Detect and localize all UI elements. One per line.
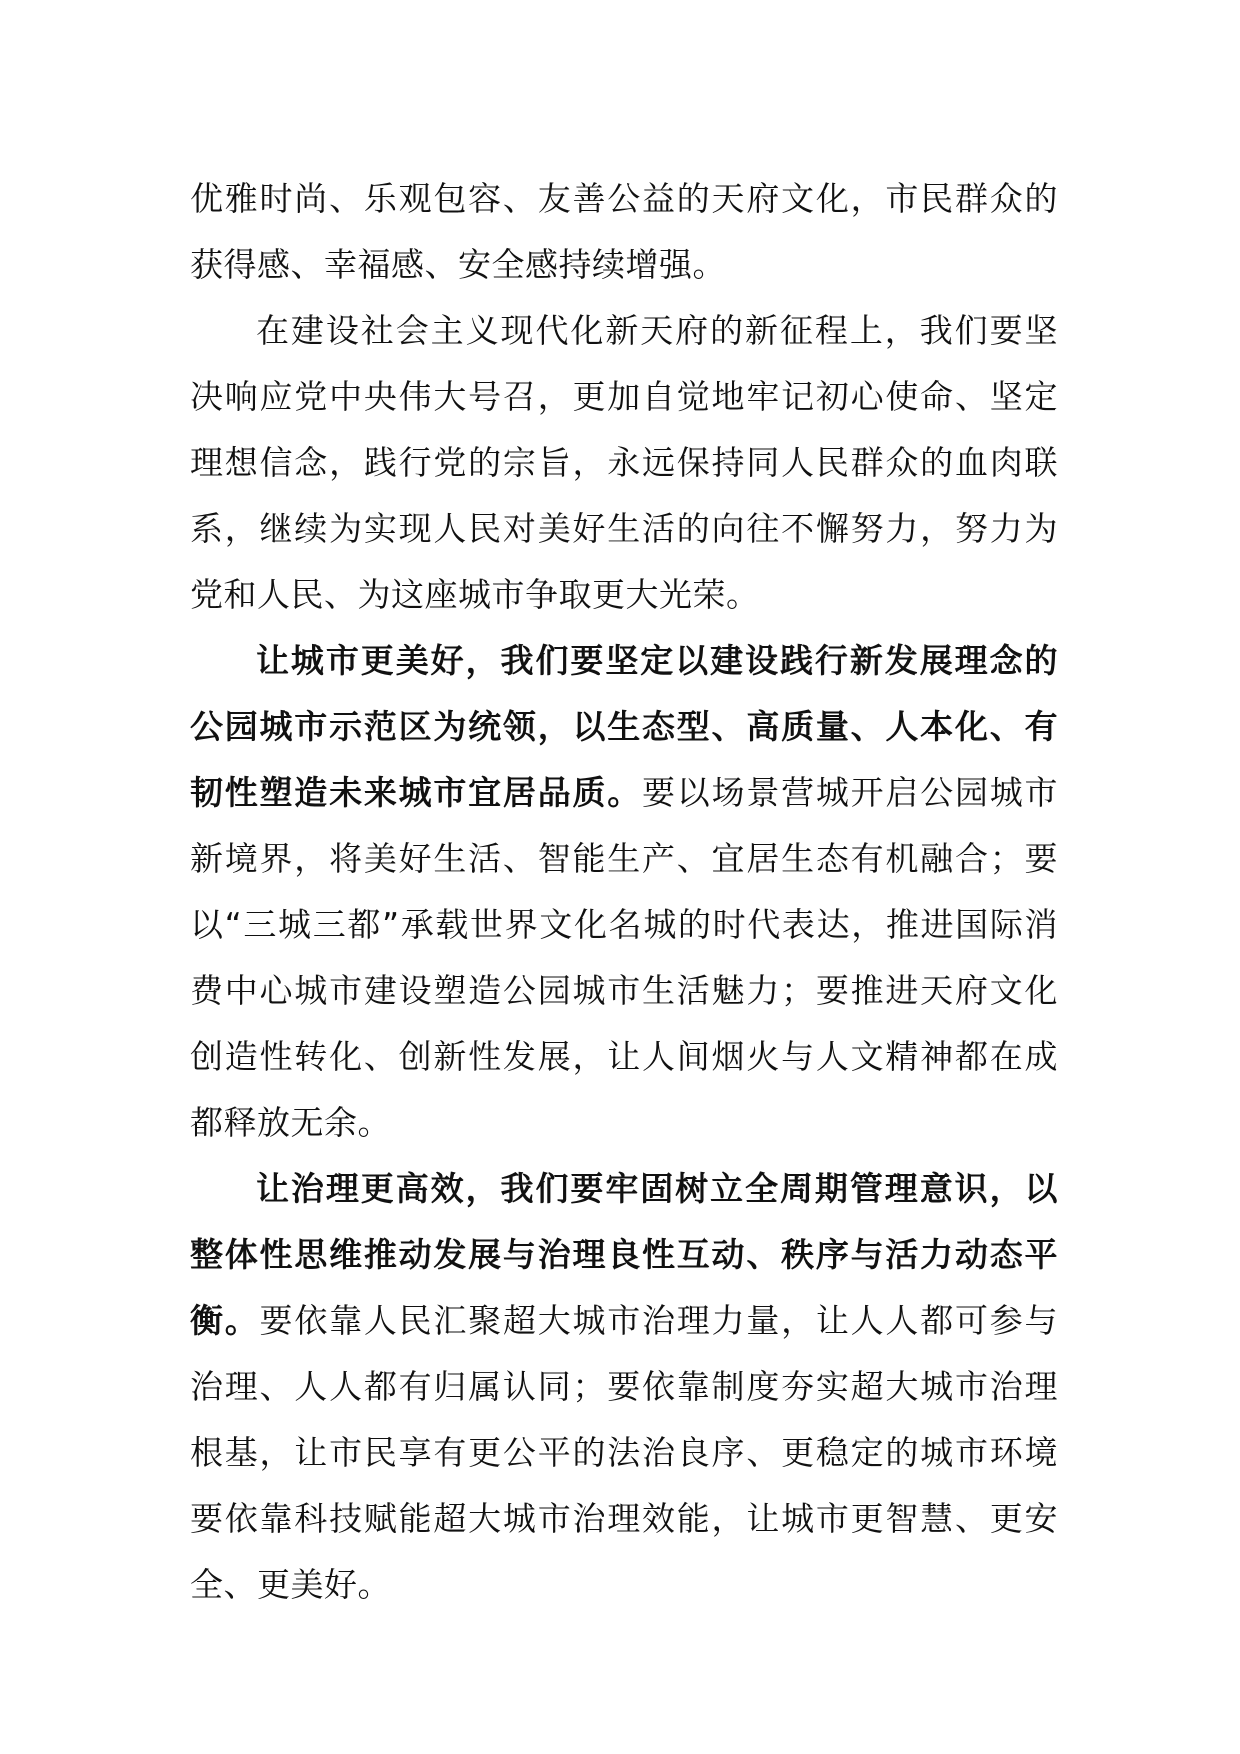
paragraph-efficient-governance bbox=[190, 1156, 1058, 1618]
paragraph-continuation bbox=[190, 166, 1058, 298]
paragraph-lead-bold: 让城市更美好，我们要坚定以建设践行新发展理念的公园城市示范区为统领，以生态型、高质量、人本化、有韧性塑造未来城市宜居品质。 bbox=[190, 641, 1058, 812]
paragraph-new-journey bbox=[190, 298, 1058, 628]
paragraph-text: 要依靠人民汇聚超大城市治理力量，让人人都可参与治理、人人都有归属认同；要依靠制度夯实超大城市治理根基，让市民享有更公平的法治良序、更稳定的城市环境要依靠科技赋能超大城市治理效能，让城市更智慧、更安全、更美好。 bbox=[190, 1301, 1059, 1604]
paragraph-better-city bbox=[190, 628, 1058, 1156]
paragraph-text: 要以场景营城开启公园城市新境界，将美好生活、智能生产、宜居生态有机融合；要以“三城三都”承载世界文化名城的时代表达，推进国际消费中心城市建设塑造公园城市生活魅力；要推进天府文化创造性转化、创新性发展，让人间烟火与人文精神都在成都释放无余。 bbox=[190, 773, 1059, 1142]
paragraph-text: 在建设社会主义现代化新天府的新征程上，我们要坚决响应党中央伟大号召，更加自觉地牢记初心使命、坚定理想信念，践行党的宗旨，永远保持同人民群众的血肉联系，继续为实现人民对美好生活的向往不懈努力，努力为党和人民、为这座城市争取更大光荣。 bbox=[190, 311, 1058, 614]
paragraph-lead-bold: 让治理更高效，我们要牢固树立全周期管理意识，以整体性思维推动发展与治理良性互动、秩序与活力动态平衡。 bbox=[190, 1169, 1058, 1340]
document-body bbox=[190, 166, 1058, 1618]
paragraph-text: 优雅时尚、乐观包容、友善公益的天府文化，市民群众的获得感、幸福感、安全感持续增强。 bbox=[190, 179, 1058, 284]
